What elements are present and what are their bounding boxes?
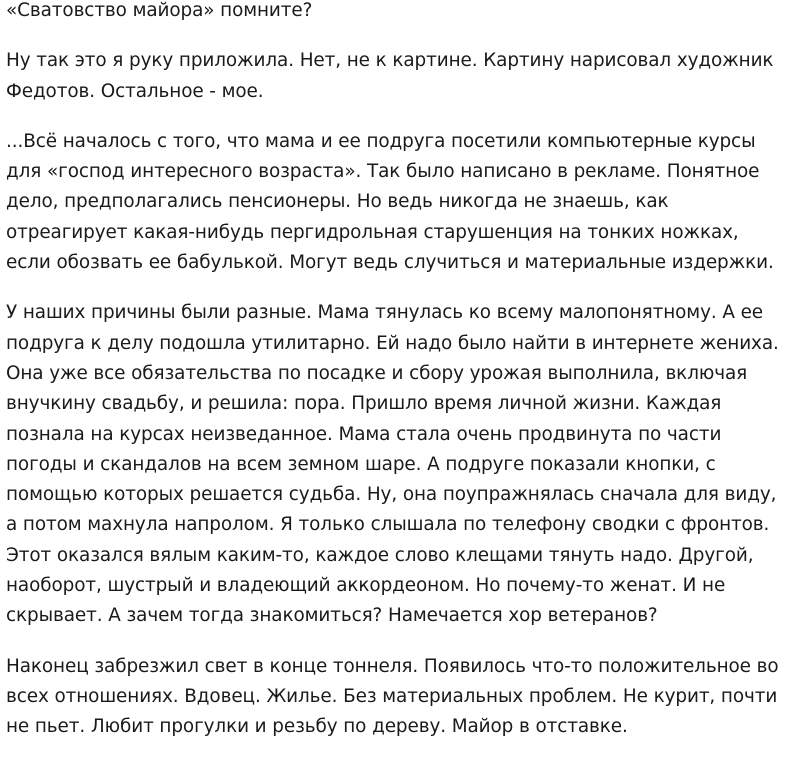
paragraph-reasons: У наших причины были разные. Мама тянулась ко всему малопонятному. А ее подруга к делу подошла утилитарно. Ей надо было найти в интернете жениха. Она уже все обязательства по посадке и сбору урожая выполнила, включая внучкину свадьбу, и решила: пора. Пришло время личной жизни. Каждая познала на курсах неизведанное. Мама стала очень продвинута по части погоды и скандалов на всем земном шаре. А подруге показали кнопки, с помощью которых решается судьба. Ну, она поупражнялась сначала для виду, а потом махнула напролом. Я только слышала по телефону сводки с фронтов. Этот оказался вялым каким-то, каждое слово клещами тянуть надо. Другой, наоборот, шустрый и владеющий аккордеоном. Но почему-то женат. И не скрывает. А зачем тогда знакомиться? Намечается хор ветеранов?: [6, 302, 779, 627]
paragraph-intro: «Сватовство майора» помните?: [6, 0, 313, 21]
paragraph-major: Наконец забрезжил свет в конце тоннеля. Появилось что-то положительное во всех отношениях. Вдовец. Жилье. Без материальных проблем. Не курит, почти не пьет. Любит прогулки и резьбу по дереву. Майор в отставке.: [6, 655, 779, 738]
paragraph-fedotov: Ну так это я руку приложила. Нет, не к картине. Картину нарисовал художник Федотов. Остальное - мое.: [6, 50, 774, 102]
article-body: [6, 0, 781, 763]
paragraph-courses: ...Всё началось с того, что мама и ее подруга посетили компьютерные курсы для «господ интересного возраста». Так было написано в рекламе. Понятное дело, предполагались пенсионеры. Но ведь никогда не знаешь, как отреагирует какая-нибудь пергидрольная старушенция на тонких ножках, если обозвать ее бабулькой. Могут ведь случиться и материальные издержки.: [6, 130, 774, 274]
